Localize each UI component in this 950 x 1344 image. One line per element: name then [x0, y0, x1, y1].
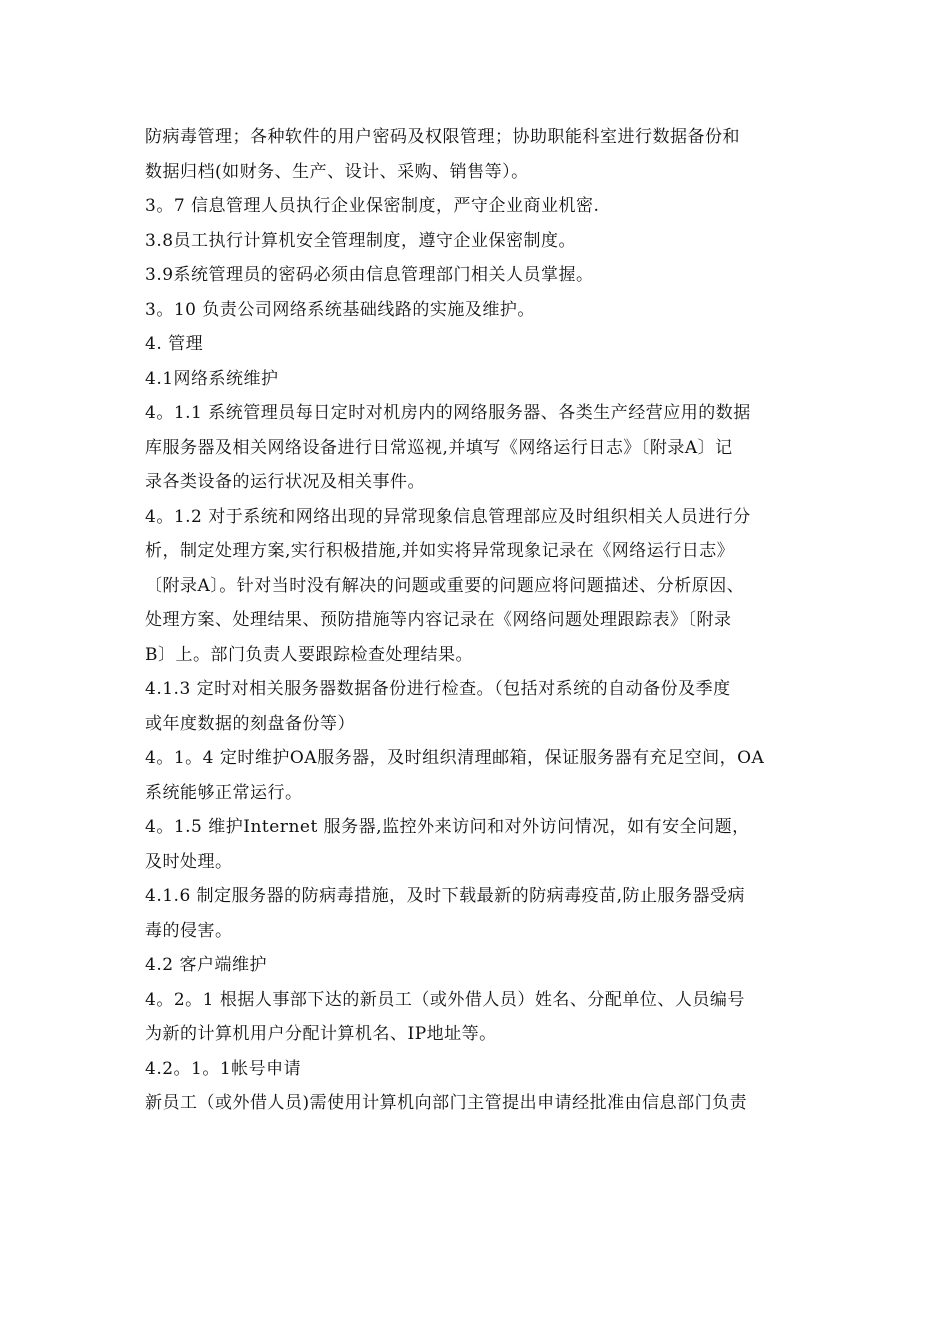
text-line: 为新的计算机用户分配计算机名、IP地址等。: [145, 1024, 497, 1044]
text-line: 4。1.1 系统管理员每日定时对机房内的网络服务器、各类生产经营应用的数据: [145, 403, 751, 423]
text-line: 及时处理。: [145, 851, 233, 872]
text-line: 录各类设备的运行状况及相关事件。: [145, 472, 425, 492]
subsection-heading: 4.2。1。1帐号申请: [145, 1058, 302, 1079]
text-line: 处理方案、处理结果、预防措施等内容记录在《网络问题处理跟踪表》〔附录: [145, 610, 732, 630]
text-line: 或年度数据的刻盘备份等）: [145, 713, 355, 734]
text-line: 析，制定处理方案,实行积极措施,并如实将异常现象记录在《网络运行日志》: [145, 541, 735, 561]
text-line: B〕上。部门负责人要跟踪检查处理结果。: [145, 644, 473, 665]
text-line: 4。1。4 定时维护OA服务器，及时组织清理邮箱，保证服务器有充足空间，OA: [145, 748, 765, 768]
text-line: 3。10 负责公司网络系统基础线路的实施及维护。: [145, 299, 535, 320]
text-line: 4。2。1 根据人事部下达的新员工（或外借人员）姓名、分配单位、人员编号: [145, 989, 745, 1010]
text-line: 毒的侵害。: [145, 920, 233, 941]
text-line: 4.1.3 定时对相关服务器数据备份进行检查。（包括对系统的自动备份及季度: [145, 679, 731, 699]
text-line: 4。1.2 对于系统和网络出现的异常现象信息管理部应及时组织相关人员进行分: [145, 506, 751, 527]
text-line: 4。1.5 维护Internet 服务器,监控外来访问和对外访问情况，如有安全问题，: [145, 817, 750, 837]
text-line: 3.9系统管理员的密码必须由信息管理部门相关人员掌握。: [145, 265, 594, 285]
text-line: 系统能够正常运行。: [145, 782, 303, 803]
subsection-heading: 4.2 客户端维护: [145, 955, 267, 975]
text-line: 新员工（或外借人员)需使用计算机向部门主管提出申请经批准由信息部门负责: [145, 1093, 748, 1113]
text-line: 3.8员工执行计算机安全管理制度，遵守企业保密制度。: [145, 230, 577, 251]
text-line: 防病毒管理；各种软件的用户密码及权限管理；协助职能科室进行数据备份和: [145, 127, 740, 147]
text-line: 4.1.6 制定服务器的防病毒措施，及时下载最新的防病毒疫苗,防止服务器受病: [145, 886, 746, 906]
document-body: [145, 120, 805, 1121]
subsection-heading: 4.1网络系统维护: [145, 368, 279, 389]
text-line: 数据归档(如财务、生产、设计、采购、销售等）。: [145, 161, 529, 182]
text-line: 3。7 信息管理人员执行企业保密制度，严守企业商业机密.: [145, 196, 600, 216]
text-line: 〔附录A〕。针对当时没有解决的问题或重要的问题应将问题描述、分析原因、: [145, 575, 745, 596]
text-line: 库服务器及相关网络设备进行日常巡视,并填写《网络运行日志》〔附录A〕记: [145, 437, 733, 458]
section-heading: 4. 管理: [145, 334, 204, 354]
